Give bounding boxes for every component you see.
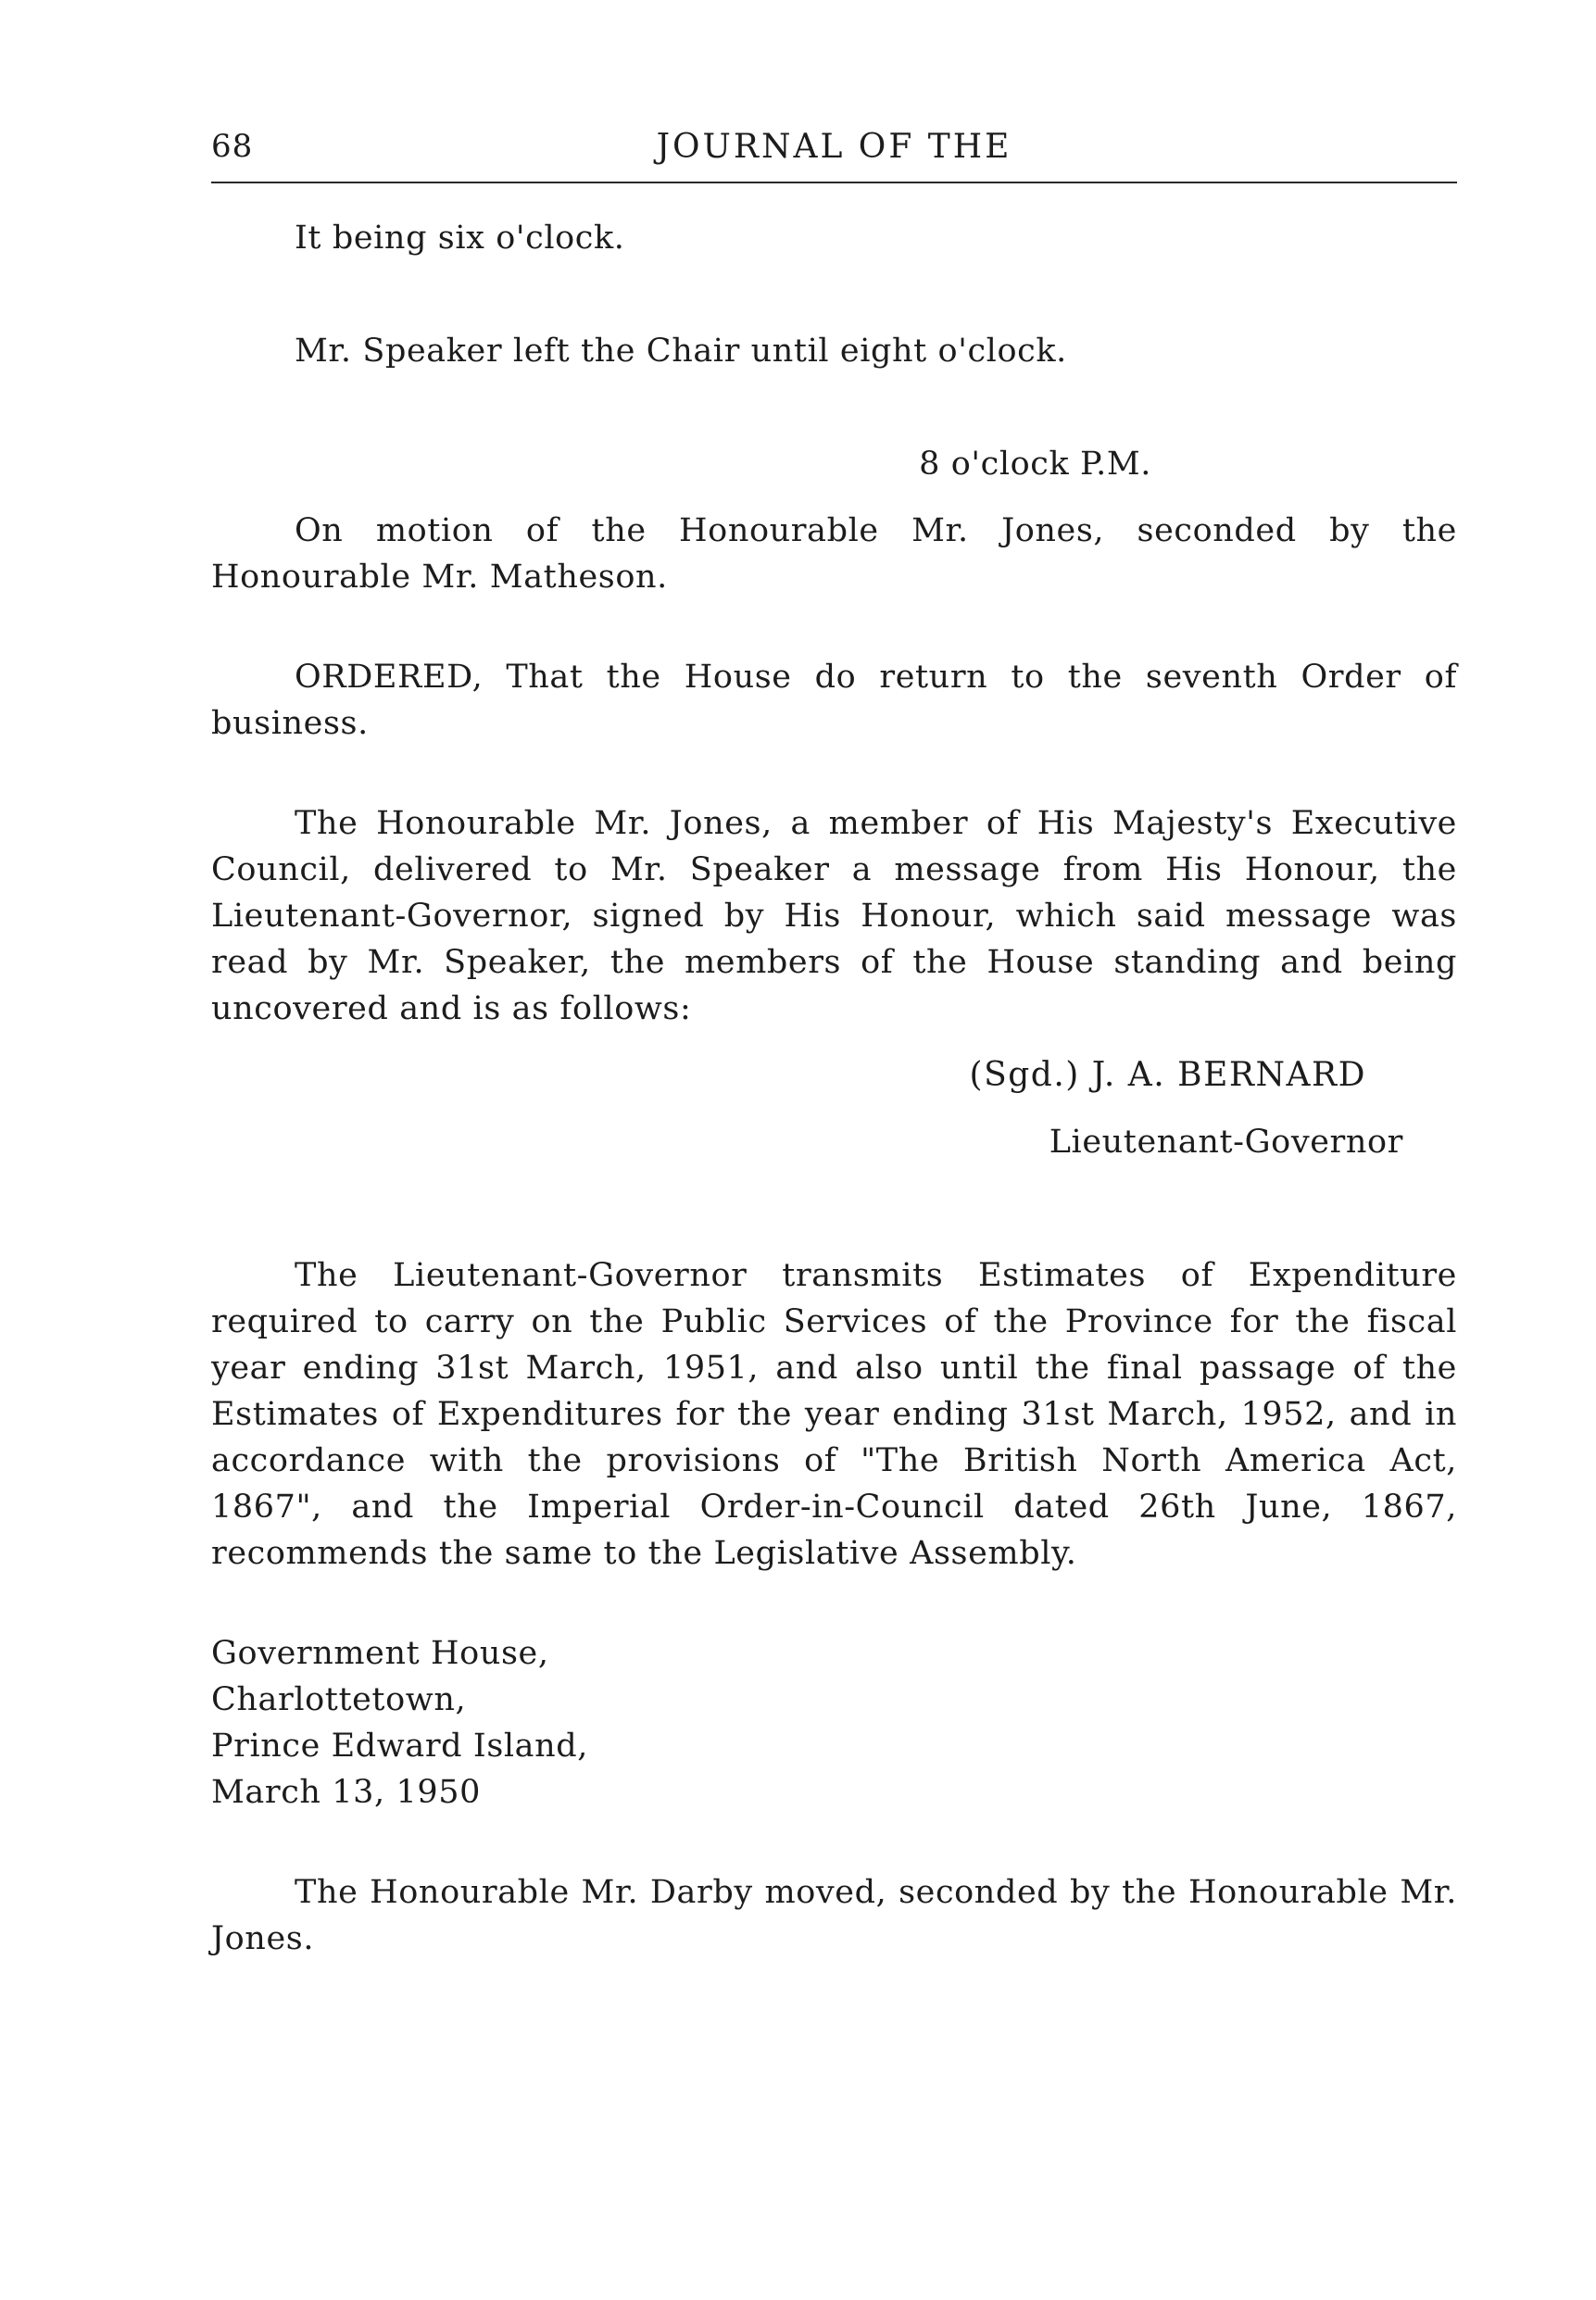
address-line: Government House,	[211, 1635, 549, 1672]
paragraph-ordered: ORDERED, That the House do return to the seventh Order of business.	[211, 659, 1457, 742]
time-stamp: 8 o'clock P.M.	[919, 446, 1151, 483]
paragraph-speaker-left-chair: Mr. Speaker left the Chair until eight o'clock.	[295, 333, 1067, 370]
signature-title: Lieutenant-Governor	[1049, 1124, 1403, 1161]
running-title: JOURNAL OF THE	[656, 128, 1012, 166]
paragraph-message-delivered: The Honourable Mr. Jones, a member of His Majesty's Executive Council, delivered to Mr. Speaker a message from His Honour, the Lieutenant-Governor, signed by His Honour, which said message was read by Mr. Speaker, the members of the House standing and being uncovered and is as follows:	[211, 805, 1457, 1027]
address-block	[211, 1630, 1457, 1816]
address-line: Charlottetown,	[211, 1681, 467, 1718]
page-header	[211, 128, 1457, 174]
page-number: 68	[211, 128, 254, 165]
signature: (Sgd.) J. A. BERNARD	[969, 1056, 1366, 1094]
address-line: March 13, 1950	[211, 1774, 481, 1811]
paragraph-motion: On motion of the Honourable Mr. Jones, seconded by the Honourable Mr. Matheson.	[211, 512, 1457, 596]
header-rule	[211, 182, 1457, 183]
journal-body	[211, 215, 1457, 1962]
paragraph-six-oclock: It being six o'clock.	[295, 220, 625, 257]
paragraph-darby-moved: The Honourable Mr. Darby moved, seconded by the Honourable Mr. Jones.	[211, 1874, 1457, 1957]
address-line: Prince Edward Island,	[211, 1728, 589, 1765]
paragraph-estimates: The Lieutenant-Governor transmits Estimates of Expenditure required to carry on the Public Services of the Province for the fiscal year ending 31st March, 1951, and also until the final passage of the Estimates of Expenditures for the year ending 31st March, 1952, and in accordance with the provisions of "The British North America Act, 1867", and the Imperial Order-in-Council dated 26th June, 1867, recommends the same to the Legislative Assembly.	[211, 1257, 1457, 1572]
